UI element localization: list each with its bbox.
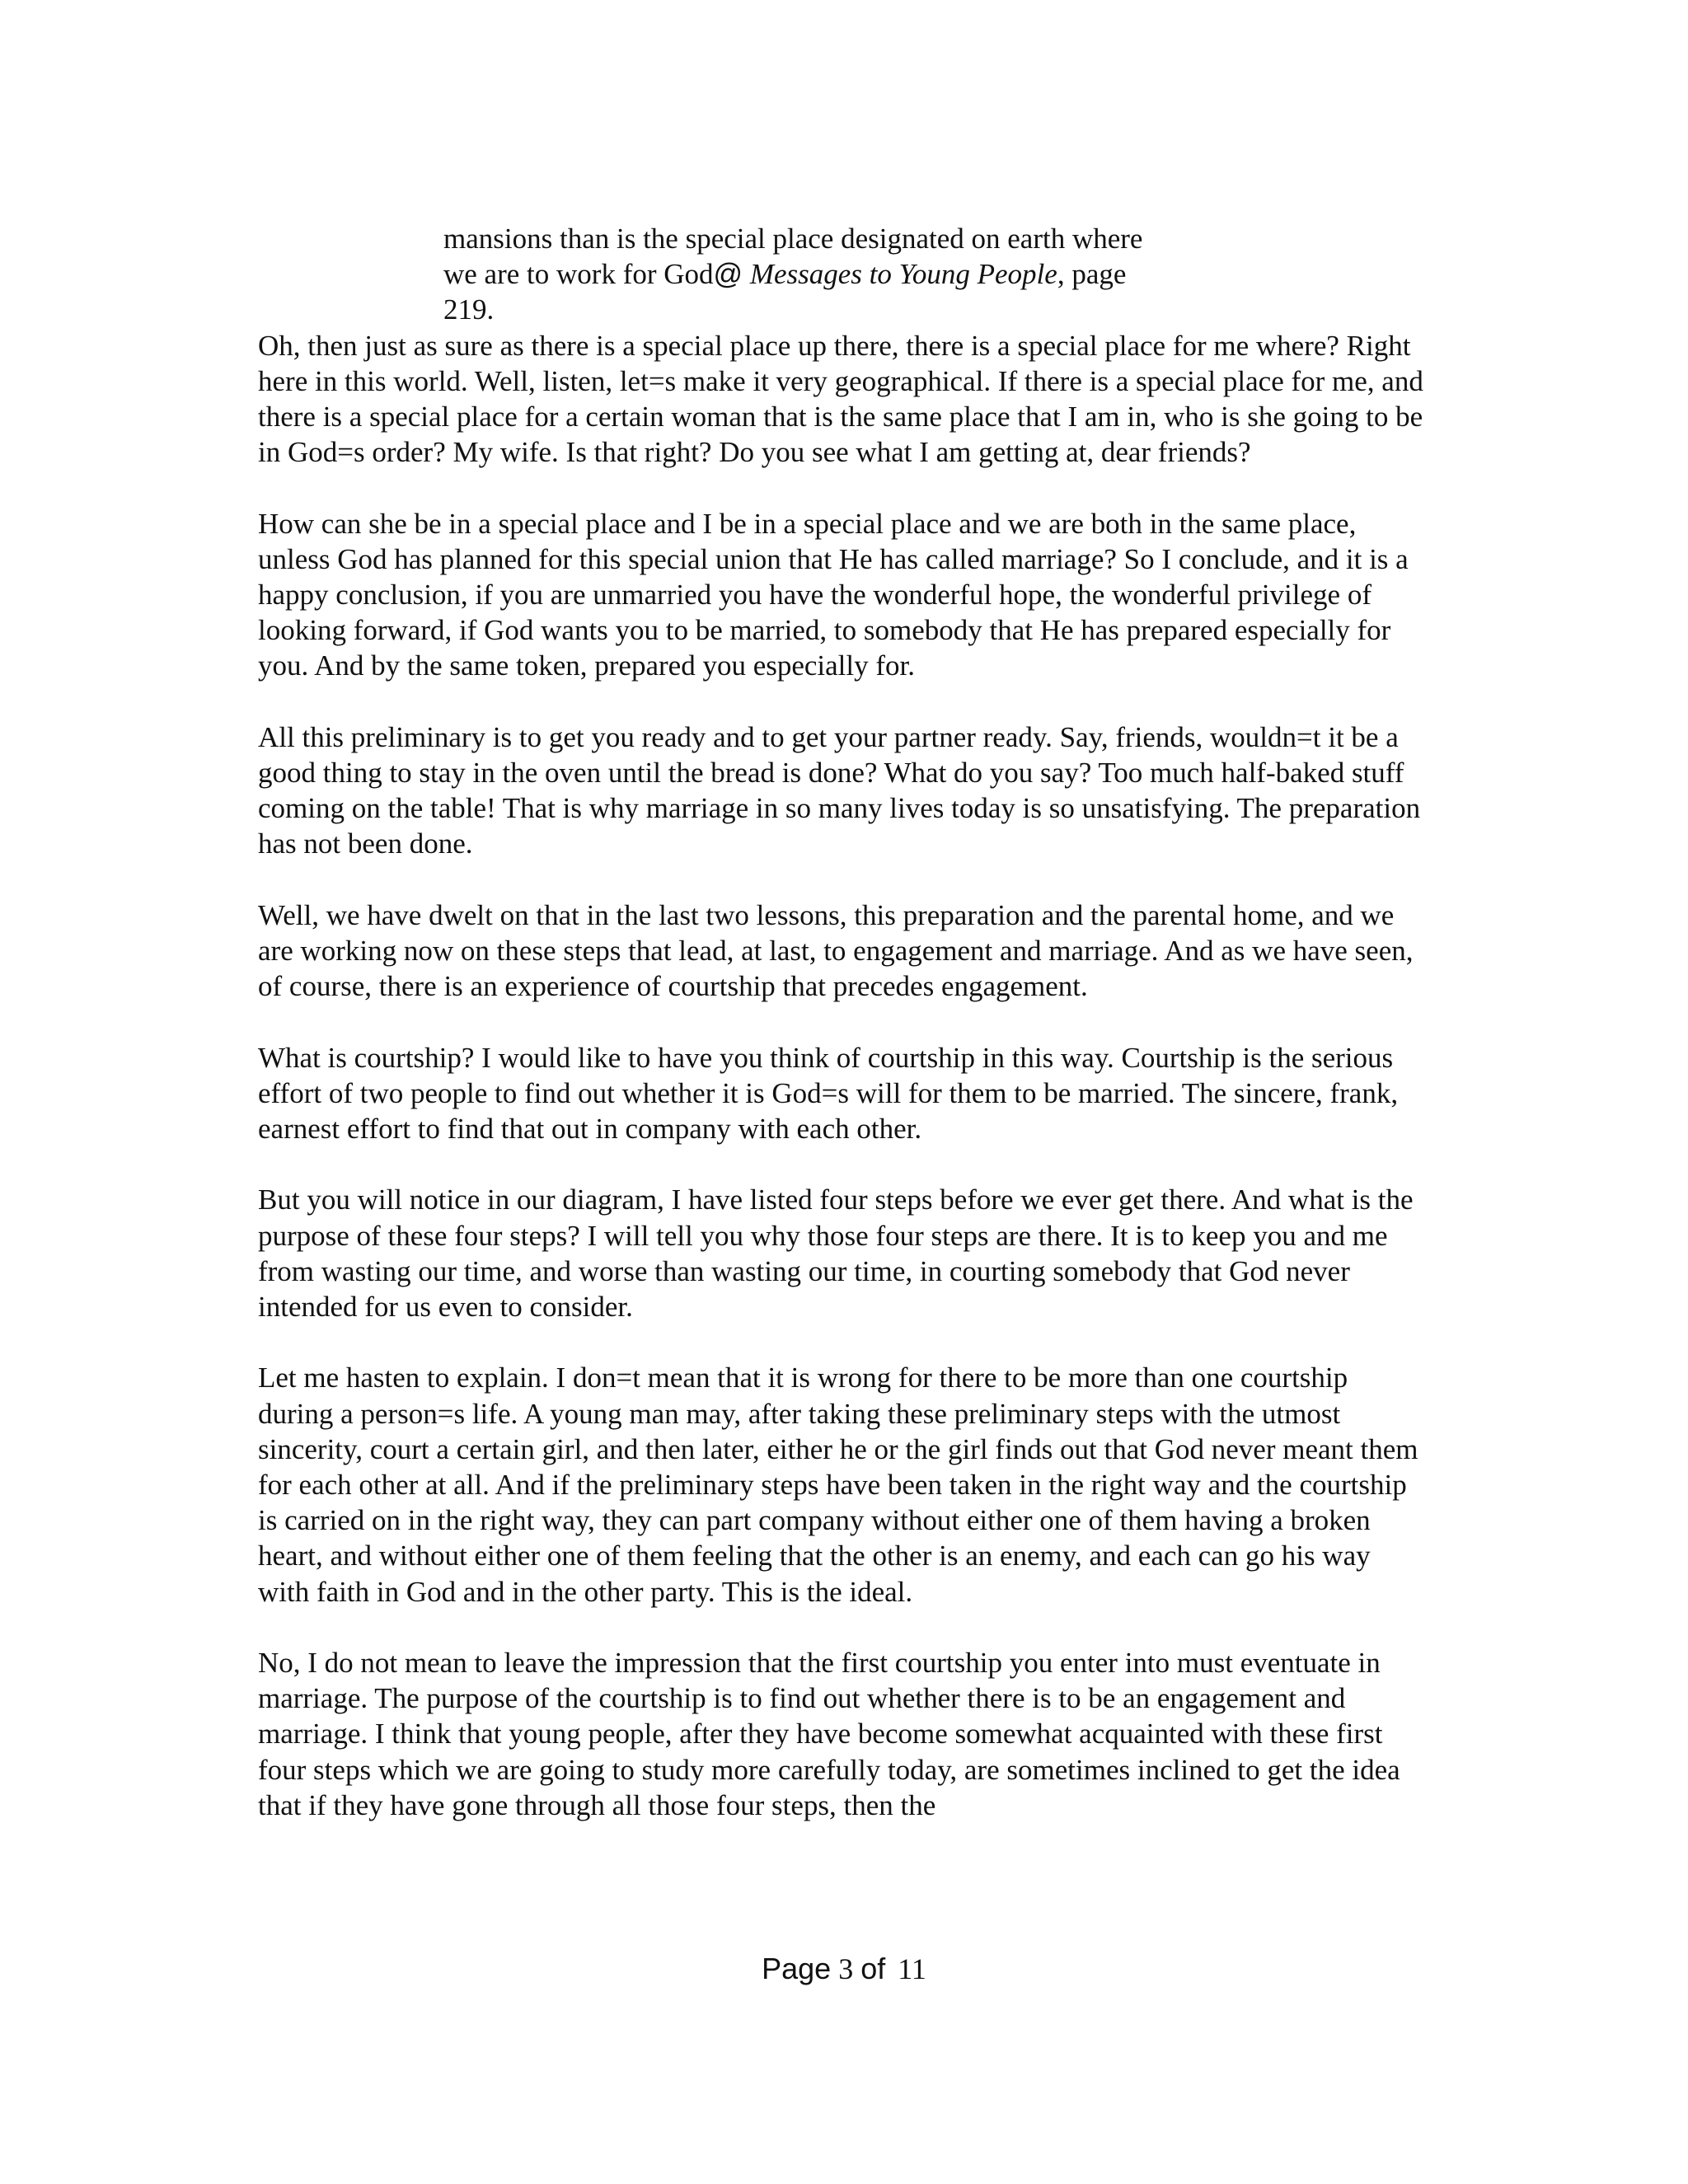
- quote-line-2: [443, 256, 1251, 292]
- paragraph-1: Oh, then just as sure as there is a special place up there, there is a special place for me where? Right here in this world. Well, listen, let=s make it very geographical. If there is a special place for me, and there is a special place for a certain woman that is the same place that I am in, who is she going to be in God=s order? My wife. Is that right? Do you see what I am getting at, dear friends?: [258, 329, 1423, 469]
- paragraph-4: Well, we have dwelt on that in the last two lessons, this preparation and the parental home, and we are working now on these steps that lead, at last, to engagement and marriage. And as we have seen, of course, there is an experience of courtship that precedes engagement.: [258, 898, 1414, 1003]
- paragraph-2: How can she be in a special place and I be in a special place and we are both in the same place, unless God has planned for this special union that He has called marriage? So I conclude, and it is a happy conclusion, if you are unmarried you have the wonderful hope, the wonderful privilege of looking forward, if God wants you to be married, to somebody that He has prepared especially for you. And by the same token, prepared you especially for.: [258, 507, 1409, 682]
- quote-close-mark: @: [713, 258, 743, 291]
- quote-line-2-text: we are to work for God: [443, 258, 714, 291]
- quote-page-ref: , page: [1057, 258, 1127, 291]
- paragraph-7: Let me hasten to explain. I don=t mean that it is wrong for there to be more than one courtship during a person=s life. A young man may, after taking these preliminary steps with the utmost sincerity, court a certain girl, and then later, either he or the girl finds out that God never meant them for each other at all. And if the preliminary steps have been taken in the right way and the courtship is carried on in the right way, they can part company without either one of them having a broken heart, and without either one of them feeling that the other is an enemy, and each can go his way with faith in God and in the other party. This is the ideal.: [258, 1361, 1418, 1608]
- page-footer: [0, 1951, 1688, 1987]
- footer-page-number: 3: [838, 1952, 854, 1985]
- paragraph-8: No, I do not mean to leave the impression that the first courtship you enter into must eventuate in marriage. The purpose of the courtship is to find out whether there is to be an engagement and marriage. I think that young people, after they have become somewhat acquainted with these first four steps which we are going to study more carefully today, are sometimes inclined to get the idea that if they have gone through all those four steps, then the: [258, 1647, 1400, 1821]
- footer-page-word: Page: [762, 1952, 832, 1985]
- paragraph-3: All this preliminary is to get you ready and to get your partner ready. Say, friends, wouldn=t it be a good thing to stay in the oven until the bread is done? What do you say? Too much half-baked stuff coming on the table! That is why marriage in so many lives today is so unsatisfying. The preparation has not been done.: [258, 720, 1421, 860]
- book-title: Messages to Young People: [749, 258, 1057, 291]
- block-quote: [443, 221, 1251, 328]
- page-body: [258, 221, 1428, 1858]
- paragraph-5: What is courtship? I would like to have you think of courtship in this way. Courtship is the serious effort of two people to find out whether it is God=s will for them to be married. The sincere, frank, earnest effort to find that out in company with each other.: [258, 1041, 1399, 1146]
- quote-line-1: mansions than is the special place designated on earth where: [443, 223, 1143, 255]
- footer-of-word: of: [860, 1952, 886, 1985]
- paragraph-6: But you will notice in our diagram, I have listed four steps before we ever get there. And what is the purpose of these four steps? I will tell you why those four steps are there. It is to keep you and me from wasting our time, and worse than wasting our time, in courting somebody that God never intended for us even to consider.: [258, 1183, 1414, 1324]
- footer-total-pages: 11: [898, 1952, 926, 1985]
- quote-line-3: 219.: [443, 293, 495, 326]
